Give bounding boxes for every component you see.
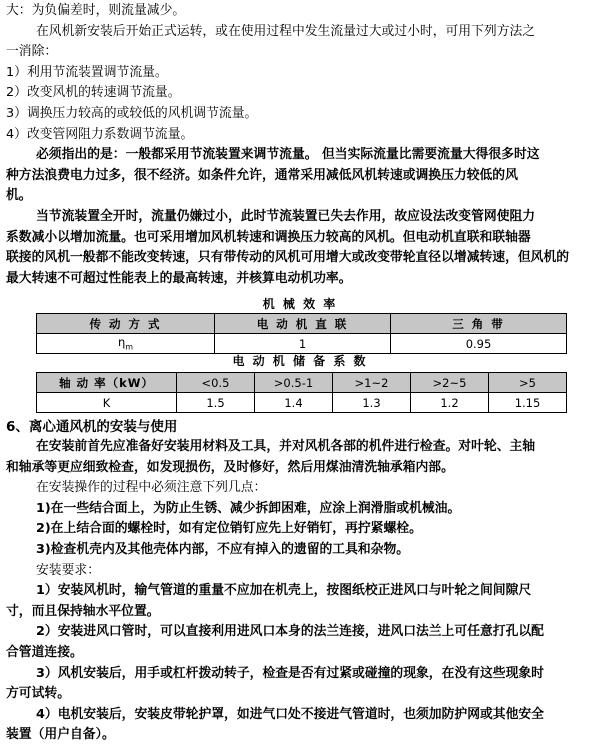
table2-header-col3: >1~2 <box>333 373 411 393</box>
bottom-line-3: 1)在一些结合面上，为防止生锈、减少拆卸困难，应涂上润滑脂或机械油。 <box>36 500 461 516</box>
bottom-line-1: 和轴承等更应细致检查，如发现损伤，及时修好，然后用煤油清洗轴承箱内部。 <box>6 459 454 475</box>
bottom-line-2: 在安装操作的过程中必须注意下列几点： <box>36 480 267 496</box>
top-line-7: 必须指出的是：一般都采用节流装置来调节流量。 但当实际流量比需要流量大得很多时这 <box>36 147 540 163</box>
table2-header-col1: <0.5 <box>177 373 255 393</box>
table1-header-vbelt: 三 角 带 <box>391 314 567 334</box>
bottom-line-6: 安装要求： <box>36 562 100 578</box>
top-line-8: 种方法浪费电力过多，很不经济。如条件允许，通常采用减低风机转速或调换压力较低的风 <box>6 167 518 183</box>
table2-row-label: K <box>37 393 177 413</box>
motor-reserve-coefficient-table <box>36 372 567 413</box>
bottom-line-7: 1）安装风机时，输气管道的重量不应加在机壳上，按图纸校正进风口与叶轮之间间隙尺 <box>36 583 532 599</box>
table2-value-col1: 1.5 <box>177 393 255 413</box>
table2-value-col4: 1.2 <box>411 393 489 413</box>
top-line-13: 最大转速不可超过性能表上的最高转速，并核算电动机功率。 <box>6 270 352 286</box>
top-line-6: 4）改变管网阻力系数调节流量。 <box>6 126 194 142</box>
top-line-4: 2）改变风机的转速调节流量。 <box>6 85 181 101</box>
section-title: 6、离心通风机的安装与使用 <box>6 419 178 435</box>
top-line-10: 当节流装置全开时，流量仍嫌过小，此时节流装置已失去作用，故应设法改变管网使阻力 <box>36 209 536 224</box>
table2-header-col5: >5 <box>489 373 567 393</box>
table1-row-label: $\eta_m$ <box>37 334 215 354</box>
table2-header-col4: >2~5 <box>411 373 489 393</box>
top-line-9: 机。 <box>6 188 32 204</box>
table2-caption: 电 动 机 储 备 系 数 <box>232 354 368 368</box>
top-line-0: 大：为负偏差时，则流量减少。 <box>6 3 186 18</box>
table1-caption: 机 械 效 率 <box>262 297 338 311</box>
top-line-5: 3）调换压力较高的或较低的风机调节流量。 <box>6 106 258 121</box>
mechanical-efficiency-table <box>36 313 567 354</box>
bottom-line-13: 4）电机安装后，安装皮带轮护罩，如进气口处不接进气管道时，也须加防护网或其他安全 <box>36 706 544 722</box>
table2-header-power: 轴 动 率（kW） <box>37 373 177 393</box>
table1-header-direct: 电 动 机 直 联 <box>215 314 391 334</box>
table1-header-drive: 传 动 方 式 <box>37 314 215 334</box>
table2-value-col2: 1.4 <box>255 393 333 413</box>
bottom-line-12: 方可试转。 <box>6 686 70 702</box>
table1-value-direct: 1 <box>215 334 391 354</box>
bottom-line-0: 在安装前首先应准备好安装用材料及工具，并对风机各部的机件进行检查。对叶轮、主轴 <box>36 439 536 454</box>
bottom-line-5: 3)检查机壳内及其他壳体内部，不应有掉入的遗留的工具和杂物。 <box>36 542 410 557</box>
bottom-line-8: 寸，而且保持轴水平位置。 <box>6 603 160 619</box>
top-line-2: 一消除： <box>6 44 58 60</box>
bottom-line-9: 2）安装进风口管时，可以直接利用进风口本身的法兰连接，进风口法兰上可任意打孔以配 <box>36 624 544 640</box>
top-line-11: 系数减小以增加流量。也可采用增加风机转速和调换压力较高的风机。但电动机直联和联轴器 <box>6 229 531 245</box>
table2-value-col3: 1.3 <box>333 393 411 413</box>
table1-value-vbelt: 0.95 <box>391 334 567 354</box>
table2-header-col2: >0.5-1 <box>255 373 333 393</box>
bottom-line-11: 3）风机安装后，用手或杠杆拨动转子，检查是否有过紧或碰撞的现象，在没有这些现象时 <box>36 665 544 681</box>
bottom-line-10: 合管道连接。 <box>6 645 83 660</box>
bottom-line-14: 装置（用户自备）。 <box>6 727 115 743</box>
top-line-12: 联接的风机一般都不能改变转速，只有带传动的风机可用增大或改变带轮直径以增减转速，但风机的 <box>6 250 570 266</box>
table2-value-col5: 1.15 <box>489 393 567 413</box>
top-line-1: 在风机新安装后开始正式运转，或在使用过程中发生流量过大或过小时，可用下列方法之 <box>36 23 536 39</box>
bottom-line-4: 2)在上结合面的螺栓时，如有定位销钉应先上好销钉，再拧紧螺栓。 <box>36 521 422 537</box>
top-line-3: 1）利用节流装置调节流量。 <box>6 64 168 80</box>
